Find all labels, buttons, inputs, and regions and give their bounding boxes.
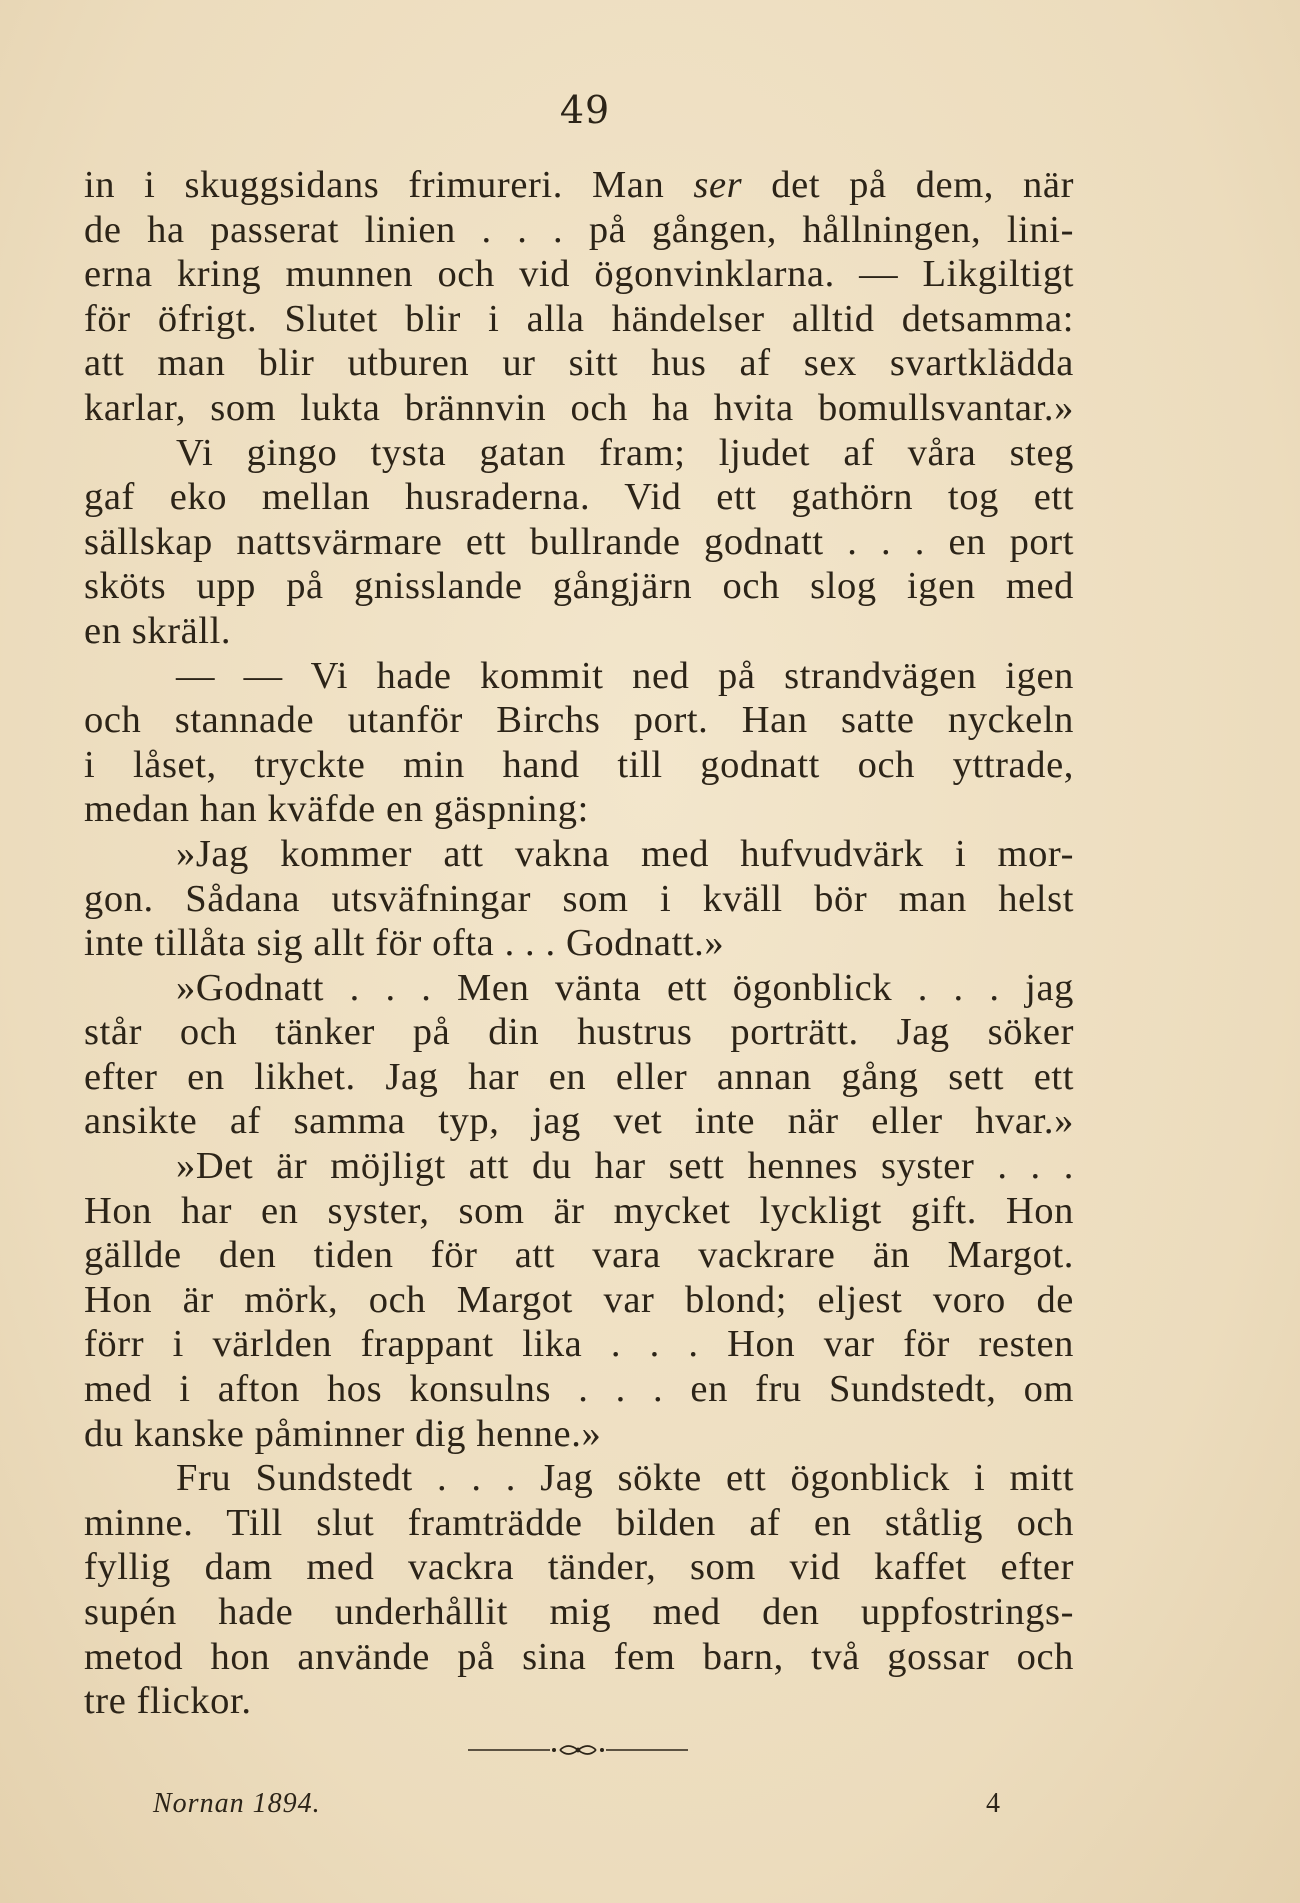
text-line: inte tillåta sig allt för ofta . . . Godnatt.» bbox=[84, 922, 725, 965]
text-line: du kanske påminner dig henne.» bbox=[84, 1412, 602, 1455]
text-line: de ha passerat linien . . . på gången, hållningen, lini- bbox=[84, 208, 1074, 251]
text-line: Vi gingo tysta gatan fram; ljudet af våra steg bbox=[176, 431, 1074, 474]
text-line: »Godnatt . . . Men vänta ett ögonblick . . . jag bbox=[176, 966, 1074, 1009]
text-line: — — Vi hade kommit ned på strandvägen igen bbox=[176, 654, 1074, 697]
text-line: karlar, som lukta brännvin och ha hvita bomullsvantar.» bbox=[84, 386, 1074, 429]
text-line: »Det är möjligt att du har sett hennes syster . . . bbox=[176, 1145, 1074, 1188]
text-line: supén hade underhållit mig med den uppfostrings- bbox=[84, 1591, 1074, 1633]
text-line: att man blir utburen ur sitt hus af sex svartklädda bbox=[84, 342, 1074, 385]
text-line: medan han kväfde en gäspning: bbox=[84, 788, 589, 831]
text-segment: in i skuggsidans frimureri. Man bbox=[84, 164, 694, 206]
text-line: i låset, tryckte min hand till godnatt och yttrade, bbox=[84, 743, 1074, 786]
text-line: efter en likhet. Jag har en eller annan gång sett ett bbox=[84, 1055, 1074, 1098]
text-line: fyllig dam med vackra tänder, som vid kaffet efter bbox=[84, 1546, 1074, 1589]
text-line: tre flickor. bbox=[84, 1680, 252, 1723]
text-line: Fru Sundstedt . . . Jag sökte ett ögonblick i mitt bbox=[176, 1457, 1074, 1500]
text-line: gaf eko mellan husraderna. Vid ett gathörn tog ett bbox=[84, 476, 1074, 519]
text-line: »Jag kommer att vakna med hufvudvärk i mor- bbox=[176, 832, 1074, 875]
ornament-divider-icon bbox=[468, 1738, 688, 1762]
text-line: med i afton hos konsulns . . . en fru Sundstedt, om bbox=[84, 1368, 1074, 1411]
sheet-number: 4 bbox=[986, 1788, 1000, 1819]
text-line: sällskap nattsvärmare ett bullrande godnatt . . . en port bbox=[84, 520, 1074, 563]
text-line bbox=[84, 163, 1074, 208]
signature-mark: Nornan 1894. bbox=[153, 1788, 321, 1819]
text-line: metod hon använde på sina fem barn, två gossar och bbox=[84, 1635, 1074, 1678]
italic-word: ser bbox=[693, 164, 743, 206]
body-text bbox=[84, 163, 1074, 1724]
text-line: gällde den tiden för att vara vackrare än Margot. bbox=[84, 1234, 1074, 1277]
text-segment: det på dem, när bbox=[742, 164, 1074, 206]
text-line: och stannade utanför Birchs port. Han satte nyckeln bbox=[84, 699, 1074, 742]
text-line: Hon är mörk, och Margot var blond; eljest voro de bbox=[84, 1278, 1074, 1321]
text-line: Hon har en syster, som är mycket lyckligt gift. Hon bbox=[84, 1189, 1074, 1232]
text-line: sköts upp på gnisslande gångjärn och slog igen med bbox=[84, 565, 1074, 608]
text-line: förr i världen frappant lika . . . Hon var för resten bbox=[84, 1323, 1074, 1366]
text-line: står och tänker på din hustrus porträtt. Jag söker bbox=[84, 1011, 1074, 1054]
text-line: en skräll. bbox=[84, 609, 232, 652]
text-line: för öfrigt. Slutet blir i alla händelser alltid detsamma: bbox=[84, 297, 1074, 340]
text-line: minne. Till slut framträdde bilden af en ståtlig och bbox=[84, 1501, 1074, 1544]
page-number: 49 bbox=[559, 88, 611, 132]
text-line: gon. Sådana utsväfningar som i kväll bör man helst bbox=[84, 877, 1074, 920]
text-line: ansikte af samma typ, jag vet inte när eller hvar.» bbox=[84, 1100, 1074, 1143]
text-line: erna kring munnen och vid ögonvinklarna. — Likgiltigt bbox=[84, 253, 1074, 296]
